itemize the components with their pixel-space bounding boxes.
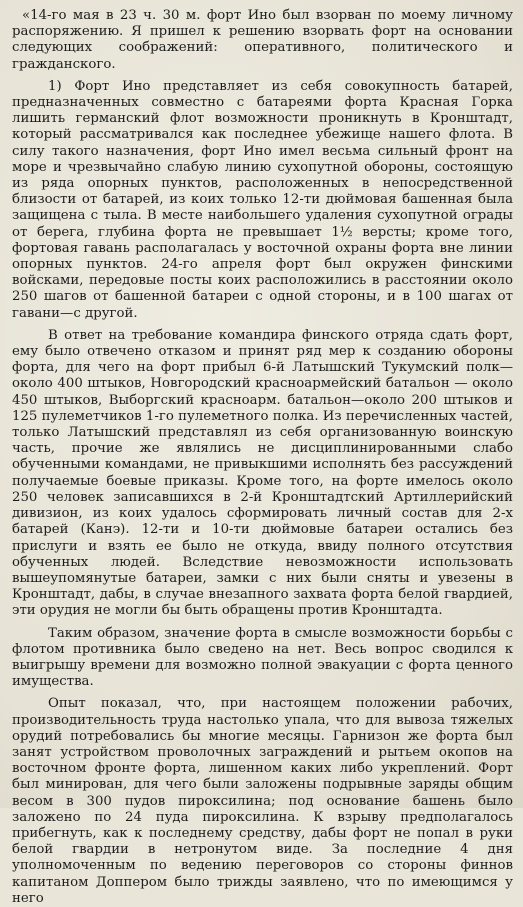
paragraph: Таким образом, значение форта в смысле возможности борьбы с флотом противника было сведено на нет. Весь вопрос сводился к выигрышу времени для возможно полной эвакуации с форта ценного имущества. <box>12 625 513 690</box>
paragraph: Опыт показал, что, при настоящем положении рабочих, производительность труда настолько упала, что для вывоза тяжелых орудий потребовались бы многие месяцы. Гарнизон же форта был занят устройством проволочных заграждений и рытьем окопов на восточном фронте форта, лишенном каких либо укреплений. Форт был минирован, для чего были заложены подрывные заряды общим весом в 300 пудов пироксилина; под основание башень было заложено по 24 пуда пироксилина. К взрыву предполагалось прибегнуть, как к последнему средству, дабы форт не попал в руки белой гвардии в нетронутом виде. За последние 4 дня уполномоченным по ведению переговоров со стороны финнов капитаном Доппером было трижды заявлено, что по имеющимся у него <box>12 696 513 906</box>
paragraph: 1) Форт Ино представляет из себя совокупность батарей, предназначенных совместно с батареями форта Красная Горка лишить германский флот возможности проникнуть в Кронштадт, который рассматривался как последнее убежище нашего флота. В силу такого назначения, форт Ино имел весьма сильный фронт на море и чрезвычайно слабую линию сухопутной обороны, состоящую из ряда опорных пунктов, расположенных в непосредственной близости от батарей, из коих только 12-ти дюймовая башенная была защищена с тыла. В месте наибольшего удаления сухопутной ограды от берега, глубина форта не превышает 1½ версты; кроме того, фортовая гавань располагалась у восточной охраны форта вне линии опорных пунктов. 24-го апреля форт был окружен финскими войсками, передовые посты коих расположились в расстоянии около 250 шагов от башенной батареи с одной стороны, и в 100 шагах от гавани—с другой. <box>12 78 513 321</box>
paragraph: «14-го мая в 23 ч. 30 м. форт Ино был взорван по моему личному распоряжению. Я пришел к решению взорвать форт на основании следующих соображений: оперативного, политического и гражданского. <box>12 8 513 72</box>
paragraph: В ответ на требование командира финского отряда сдать форт, ему было отвечено отказом и принят ряд мер к созданию обороны форта, для чего на форт прибыл 6-й Латышский Тукумский полк—около 400 штыков, Новгородский красноармейский батальон — около 450 штыков, Выборгский красноарм. батальон—около 200 штыков и 125 пулеметчиков 1-го пулеметного полка. Из перечисленных частей, только Латышский представлял из себя организованную воинскую часть, прочие же являлись не дисциплинированными слабо обученными командами, не привыкшими исполнять без рассуждений получаемые боевые приказы. Кроме того, на форте имелось около 250 человек записавшихся в 2-й Кронштадтский Артиллерийский дивизион, из коих удалось сформировать личный состав для 2-х батарей (Канэ). 12-ти и 10-ти дюймовые батареи остались без прислуги и взять ее было не откуда, ввиду полного отсутствия обученных людей. Вследствие невозможности использовать вышеупомянутые батареи, замки с них были сняты и увезены в Кронштадт, дабы, в случае внезапного захвата форта белой гвардией, эти орудия не могли бы быть обращены против Кронштадта. <box>12 327 513 619</box>
